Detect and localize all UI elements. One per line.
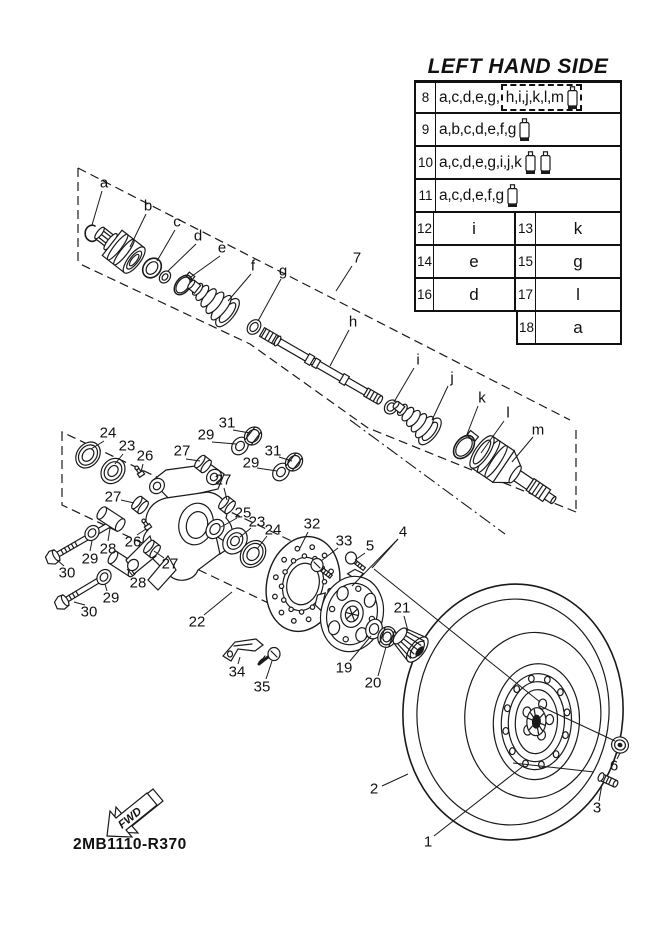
callout-label-i: i bbox=[416, 351, 420, 369]
row-ref: 18 bbox=[516, 312, 536, 345]
table-row-8 bbox=[414, 81, 622, 114]
grease-tube-icon bbox=[506, 184, 519, 208]
row-ref: 13 bbox=[516, 213, 536, 246]
callout-label-32: 32 bbox=[303, 515, 321, 533]
callout-label-h: h bbox=[348, 313, 358, 331]
page-title: LEFT HAND SIDE bbox=[414, 55, 622, 82]
callout-label-25: 25 bbox=[234, 504, 252, 522]
empty-cell bbox=[434, 312, 516, 345]
row-parts bbox=[436, 114, 620, 145]
callout-label-30: 30 bbox=[58, 564, 76, 582]
callout-label-b: b bbox=[143, 197, 153, 215]
callout-label-27: 27 bbox=[161, 555, 179, 573]
screw-35 bbox=[259, 648, 280, 665]
kit-parts-group-box bbox=[501, 84, 582, 111]
row-ref: 15 bbox=[516, 246, 536, 279]
callout-label-19: 19 bbox=[335, 659, 353, 677]
callout-label-g: g bbox=[278, 262, 288, 280]
table-row-14-15 bbox=[414, 246, 622, 279]
leader-line bbox=[108, 528, 110, 541]
boxed-parts-list: h,i,j,k,l,m bbox=[505, 88, 564, 106]
callout-label-7: 7 bbox=[352, 249, 362, 267]
grease-tube-icon bbox=[524, 151, 537, 175]
row-ref: 17 bbox=[516, 279, 536, 312]
callout-label-4: 4 bbox=[398, 523, 408, 541]
callout-label-27: 27 bbox=[104, 488, 122, 506]
row-parts bbox=[436, 147, 620, 178]
callout-label-24: 24 bbox=[99, 424, 117, 442]
callout-label-21: 21 bbox=[393, 599, 411, 617]
leader-line bbox=[382, 774, 408, 786]
collar-27-c bbox=[130, 495, 150, 515]
row-part: l bbox=[536, 279, 622, 312]
drive-shaft-group bbox=[259, 327, 565, 516]
grease-tube-icon bbox=[518, 118, 531, 142]
parts-list: a,c,d,e,g, bbox=[439, 88, 500, 106]
leader-line bbox=[394, 368, 414, 402]
drawing-code: 2MB1110-R370 bbox=[73, 836, 187, 853]
callout-label-j: j bbox=[450, 369, 454, 387]
row-ref: 8 bbox=[416, 83, 436, 112]
callout-label-23: 23 bbox=[118, 437, 136, 455]
callout-label-24: 24 bbox=[264, 521, 282, 539]
brake-hose-bracket-34 bbox=[223, 639, 263, 661]
row-ref: 9 bbox=[416, 114, 436, 145]
callout-label-k: k bbox=[478, 389, 486, 407]
grease-nipple-26-upper bbox=[133, 465, 144, 478]
oil-seal-24-left bbox=[71, 437, 106, 473]
leader-line bbox=[228, 274, 251, 301]
callout-label-20: 20 bbox=[364, 674, 382, 692]
callout-label-29: 29 bbox=[102, 589, 120, 607]
callout-label-3: 3 bbox=[592, 799, 602, 817]
callout-label-31: 31 bbox=[264, 442, 282, 460]
parts-list: a,c,d,e,g,i,j,k bbox=[439, 153, 522, 171]
parts-list: a,c,d,e,f,g bbox=[439, 186, 504, 204]
callout-label-2: 2 bbox=[369, 780, 379, 798]
drive-shaft-h bbox=[259, 327, 384, 406]
callout-label-26: 26 bbox=[136, 447, 154, 465]
leader-line bbox=[336, 266, 352, 291]
cv-inner-joint-group bbox=[85, 219, 263, 337]
table-row-11 bbox=[414, 180, 622, 213]
leader-line bbox=[204, 592, 232, 615]
fwd-label: FWD bbox=[116, 805, 145, 832]
callout-label-26: 26 bbox=[124, 533, 142, 551]
row-part: e bbox=[434, 246, 516, 279]
row-ref: 10 bbox=[416, 147, 436, 178]
callout-label-f: f bbox=[250, 257, 256, 275]
callout-label-27: 27 bbox=[214, 471, 232, 489]
callout-label-m: m bbox=[531, 421, 545, 439]
grease-tube-icon bbox=[566, 86, 579, 110]
row-ref: 14 bbox=[414, 246, 434, 279]
row-ref: 11 bbox=[416, 180, 436, 211]
callout-label-28: 28 bbox=[99, 540, 117, 558]
callout-label-34: 34 bbox=[228, 663, 246, 681]
callout-label-33: 33 bbox=[335, 532, 353, 550]
callout-label-23: 23 bbox=[248, 513, 266, 531]
row-part: k bbox=[536, 213, 622, 246]
bearing-23-left bbox=[96, 454, 130, 489]
fwd-arrow bbox=[107, 789, 163, 837]
circlip-a bbox=[85, 225, 96, 241]
leader-line bbox=[432, 386, 448, 420]
table-row-9 bbox=[414, 114, 622, 147]
leader-line bbox=[330, 330, 349, 366]
parts-list: a,b,c,d,e,f,g bbox=[439, 120, 517, 138]
leader-line bbox=[258, 279, 281, 321]
row-parts bbox=[436, 180, 620, 211]
leader-line bbox=[92, 191, 102, 225]
callout-label-d: d bbox=[193, 227, 203, 245]
leader-line bbox=[121, 500, 134, 503]
callout-label-30: 30 bbox=[80, 603, 98, 621]
callout-label-6: 6 bbox=[609, 757, 619, 775]
leader-line bbox=[90, 541, 92, 551]
callout-label-35: 35 bbox=[253, 678, 271, 696]
leader-line bbox=[157, 230, 175, 261]
row-part: a bbox=[536, 312, 622, 345]
callout-label-29: 29 bbox=[197, 426, 215, 444]
row-ref: 16 bbox=[414, 279, 434, 312]
row-part: d bbox=[434, 279, 516, 312]
table-row-10 bbox=[414, 147, 622, 180]
leader-line bbox=[266, 661, 272, 679]
callout-label-e: e bbox=[217, 239, 227, 257]
callout-label-29: 29 bbox=[81, 550, 99, 568]
cv-outer-joint-m bbox=[466, 432, 566, 516]
table-row-18 bbox=[414, 312, 622, 345]
empty-cell bbox=[414, 312, 434, 345]
callout-label-31: 31 bbox=[218, 414, 236, 432]
table-row-16-17 bbox=[414, 279, 622, 312]
leader-line bbox=[188, 256, 220, 279]
row-ref: 12 bbox=[414, 213, 434, 246]
table-row-12-13 bbox=[414, 213, 622, 246]
leader-line bbox=[168, 244, 196, 271]
callout-label-c: c bbox=[173, 213, 181, 231]
callout-label-1: 1 bbox=[423, 833, 433, 851]
callout-label-27: 27 bbox=[173, 442, 191, 460]
leader-line bbox=[378, 647, 386, 676]
leader-line bbox=[512, 437, 533, 462]
callout-label-a: a bbox=[99, 174, 109, 192]
row-part: i bbox=[434, 213, 516, 246]
callout-label-l: l bbox=[506, 404, 510, 422]
grease-tube-icon bbox=[539, 151, 552, 175]
callout-label-22: 22 bbox=[188, 613, 206, 631]
row-parts bbox=[436, 83, 620, 112]
parts-kit-table bbox=[414, 81, 622, 345]
callout-label-5: 5 bbox=[365, 537, 375, 555]
row-part: g bbox=[536, 246, 622, 279]
callout-label-28: 28 bbox=[129, 574, 147, 592]
callout-label-29: 29 bbox=[242, 454, 260, 472]
